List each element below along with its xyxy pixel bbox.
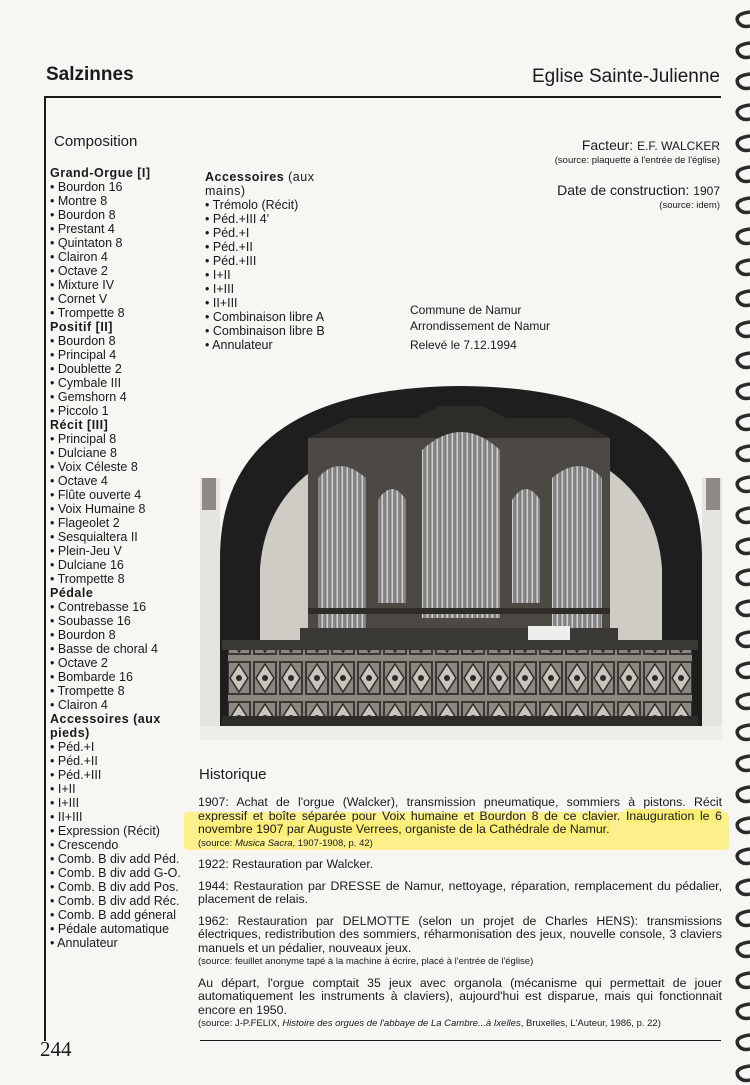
historique-title: Historique xyxy=(199,766,267,783)
stop-item: • Cymbale III xyxy=(50,376,200,390)
stop-item: • Péd.+III xyxy=(205,254,350,268)
stop-item: • Prestant 4 xyxy=(50,222,200,236)
stop-item: • Bourdon 8 xyxy=(50,208,200,222)
stop-item: • Quintaton 8 xyxy=(50,236,200,250)
stop-item: • Doublette 2 xyxy=(50,362,200,376)
spiral-ring xyxy=(737,322,750,337)
hist-1907-highlight: Inauguration le 6 novembre 1907 par Auguste Verrees, organiste de la Cathédrale de Namur. xyxy=(198,808,722,836)
stop-item: • Péd.+II xyxy=(205,240,350,254)
hist-1962-text: 1962: Restauration par DELMOTTE (selon un projet de Charles HENS): transmissions électriques, redistribution des sommiers, réharmonisation des jeux, nouvelle console, 3 claviers manuels et un pédalier, nouveaux jeux. xyxy=(198,913,722,955)
hist-1962 xyxy=(198,915,722,969)
city-title: Salzinnes xyxy=(46,64,134,85)
construction-source: (source: idem) xyxy=(659,200,720,211)
spiral-ring xyxy=(737,446,750,461)
stop-item: • Trompette 8 xyxy=(50,684,200,698)
spiral-ring xyxy=(737,260,750,275)
stop-item: • Piccolo 1 xyxy=(50,404,200,418)
stop-item: • Bourdon 8 xyxy=(50,334,200,348)
stop-section xyxy=(50,166,200,320)
stop-item: • I+II xyxy=(50,782,200,796)
spiral-ring xyxy=(737,1066,750,1081)
composition-title: Composition xyxy=(54,133,138,150)
section-heading: Grand-Orgue [I] xyxy=(50,166,151,180)
section-heading-suffix: (aux mains) xyxy=(205,170,315,198)
stop-item: • Comb. B div add G-O. xyxy=(50,866,200,880)
spiral-ring xyxy=(737,198,750,213)
stop-item: • Principal 4 xyxy=(50,348,200,362)
stops-list-left xyxy=(50,166,200,950)
spiral-ring xyxy=(737,167,750,182)
organ-photo xyxy=(200,378,722,740)
spiral-ring xyxy=(737,818,750,833)
page-number: 244 xyxy=(40,1037,72,1061)
stop-item: • Octave 2 xyxy=(50,264,200,278)
src-title: Musica Sacra xyxy=(234,837,293,849)
stop-item: • II+III xyxy=(50,810,200,824)
stop-item: • Flageolet 2 xyxy=(50,516,200,530)
left-rule xyxy=(44,96,46,1041)
spiral-ring xyxy=(737,415,750,430)
spiral-ring xyxy=(737,694,750,709)
stop-item: • Annulateur xyxy=(50,936,200,950)
stop-item: • I+III xyxy=(50,796,200,810)
historique-text xyxy=(198,796,722,1039)
spiral-ring xyxy=(737,43,750,58)
construction-value: 1907 xyxy=(693,184,720,198)
spiral-binding xyxy=(728,0,750,1085)
facteur-label: Facteur: xyxy=(581,137,638,153)
stop-item: • Combinaison libre A xyxy=(205,310,350,324)
stop-item: • Sesquialtera II xyxy=(50,530,200,544)
stop-item: • Comb. B div add Réc. xyxy=(50,894,200,908)
facteur-line xyxy=(582,137,720,153)
stop-item: • Péd.+III xyxy=(50,768,200,782)
church-title: Eglise Sainte-Julienne xyxy=(531,66,720,87)
stop-item: • Octave 2 xyxy=(50,656,200,670)
stop-item: • Bombarde 16 xyxy=(50,670,200,684)
stop-section xyxy=(50,320,200,418)
stop-item: • Trompette 8 xyxy=(50,306,200,320)
stop-section xyxy=(50,712,200,950)
spiral-ring xyxy=(737,942,750,957)
stop-item: • Pédale automatique xyxy=(50,922,200,936)
stop-item: • Péd.+I xyxy=(205,226,350,240)
stop-item: • Bourdon 8 xyxy=(50,628,200,642)
spiral-ring xyxy=(737,911,750,926)
hist-1944: 1944: Restauration par DRESSE de Namur, nettoyage, réparation, remplacement du pédalier, placement de relais. xyxy=(198,878,722,906)
stop-item: • Voix Céleste 8 xyxy=(50,460,200,474)
spiral-ring xyxy=(737,756,750,771)
hist-origin-text: Au départ, l'orgue comptait 35 jeux avec organola (mécanisme qui permettait de jouer automatiquement les instruments à claviers), aujourd'hui est disparue, mais qui fonctionnait encore en 1950. xyxy=(198,975,722,1017)
spiral-ring xyxy=(737,973,750,988)
stop-item: • Péd.+I xyxy=(50,740,200,754)
spiral-ring xyxy=(737,136,750,151)
hist-1922: 1922: Restauration par Walcker. xyxy=(198,857,374,871)
spiral-ring xyxy=(737,353,750,368)
top-rule xyxy=(44,96,721,98)
stop-item: • Plein-Jeu V xyxy=(50,544,200,558)
stop-item: • Crescendo xyxy=(50,838,200,852)
hist-origin xyxy=(198,977,722,1031)
stop-item: • Comb. B div add Pos. xyxy=(50,880,200,894)
stop-item: • Voix Humaine 8 xyxy=(50,502,200,516)
stop-item: • Gemshorn 4 xyxy=(50,390,200,404)
stop-item: • Expression (Récit) xyxy=(50,824,200,838)
spiral-ring xyxy=(737,663,750,678)
stop-item: • Trompette 8 xyxy=(50,572,200,586)
releve-date: Relevé le 7.12.1994 xyxy=(410,338,517,352)
hist-1907 xyxy=(198,796,722,850)
spiral-ring xyxy=(737,601,750,616)
stop-section xyxy=(50,586,200,712)
src-a: (source: J-P.FELIX, xyxy=(198,1018,283,1029)
src-a: (source: xyxy=(198,837,235,849)
spiral-ring xyxy=(737,291,750,306)
stop-item: • Contrebasse 16 xyxy=(50,600,200,614)
construction-line xyxy=(557,182,720,198)
stop-item: • Octave 4 xyxy=(50,474,200,488)
stop-item: • Péd.+III 4' xyxy=(205,212,350,226)
hist-1907-source xyxy=(198,837,722,851)
hist-1962-source: (source: feuillet anonyme tapé à la machine à écrire, placé à l'entrée de l'église) xyxy=(198,956,534,967)
stop-section xyxy=(50,418,200,586)
src-title: Histoire des orgues de l'abbaye de La Cambre...à Ixelles xyxy=(282,1018,521,1029)
spiral-ring xyxy=(737,477,750,492)
spiral-ring xyxy=(737,880,750,895)
spiral-ring xyxy=(737,508,750,523)
section-heading: Positif [II] xyxy=(50,320,113,334)
spiral-ring xyxy=(737,1035,750,1050)
stop-item: • Comb. B add géneral xyxy=(50,908,200,922)
spiral-ring xyxy=(737,1004,750,1019)
stop-item: • Basse de choral 4 xyxy=(50,642,200,656)
spiral-ring xyxy=(737,787,750,802)
facteur-source: (source: plaquette à l'entrée de l'église) xyxy=(554,155,720,166)
spiral-ring xyxy=(737,12,750,27)
spiral-ring xyxy=(737,570,750,585)
stop-item: • I+II xyxy=(205,268,350,282)
spiral-ring xyxy=(737,74,750,89)
section-heading: Récit [III] xyxy=(50,418,109,432)
location-block xyxy=(410,302,550,334)
src-b: , Bruxelles, L'Auteur, 1986, p. 22) xyxy=(520,1018,661,1029)
stop-item: • Soubasse 16 xyxy=(50,614,200,628)
stop-item: • Péd.+II xyxy=(50,754,200,768)
spiral-ring xyxy=(737,725,750,740)
stop-item: • Comb. B div add Péd. xyxy=(50,852,200,866)
spiral-ring xyxy=(737,539,750,554)
stop-item: • Mixture IV xyxy=(50,278,200,292)
construction-label: Date de construction: xyxy=(557,182,694,198)
stop-section xyxy=(205,170,350,352)
hist-origin-source xyxy=(198,1017,722,1031)
stop-item: • II+III xyxy=(205,296,350,310)
stop-item: • Principal 8 xyxy=(50,432,200,446)
facteur-value: E.F. WALCKER xyxy=(637,139,720,153)
stop-item: • Montre 8 xyxy=(50,194,200,208)
spiral-ring xyxy=(737,229,750,244)
stop-item: • Combinaison libre B xyxy=(205,324,350,338)
spiral-ring xyxy=(737,849,750,864)
stop-item: • Trémolo (Récit) xyxy=(205,198,350,212)
spiral-ring xyxy=(737,384,750,399)
src-b: , 1907-1908, p. 42) xyxy=(292,837,373,849)
stop-item: • Clairon 4 xyxy=(50,250,200,264)
spiral-ring xyxy=(737,105,750,120)
spiral-ring xyxy=(737,632,750,647)
bottom-rule xyxy=(200,1040,721,1041)
section-heading: Accessoires (aux pieds) xyxy=(50,712,161,740)
stop-item: • Dulciane 8 xyxy=(50,446,200,460)
commune-text: Commune de Namur xyxy=(410,303,522,317)
stop-item: • Bourdon 16 xyxy=(50,180,200,194)
stop-item: • Annulateur xyxy=(205,338,350,352)
stop-item: • I+III xyxy=(205,282,350,296)
arrondissement-text: Arrondissement de Namur xyxy=(410,319,551,333)
stop-item: • Clairon 4 xyxy=(50,698,200,712)
section-heading: Accessoires (aux mains) xyxy=(205,170,315,198)
stop-item: • Dulciane 16 xyxy=(50,558,200,572)
accessories-hands-list xyxy=(205,170,350,352)
section-heading: Pédale xyxy=(50,586,94,600)
hist-1907-text: 1907: Achat de l'orgue (Walcker), transmission pneumatique, sommiers à pistons. Récit expressif et boîte séparée pour Voix humaine et Bourdon 8 de ce clavier. xyxy=(198,795,722,823)
stop-item: • Flûte ouverte 4 xyxy=(50,488,200,502)
stop-item: • Cornet V xyxy=(50,292,200,306)
